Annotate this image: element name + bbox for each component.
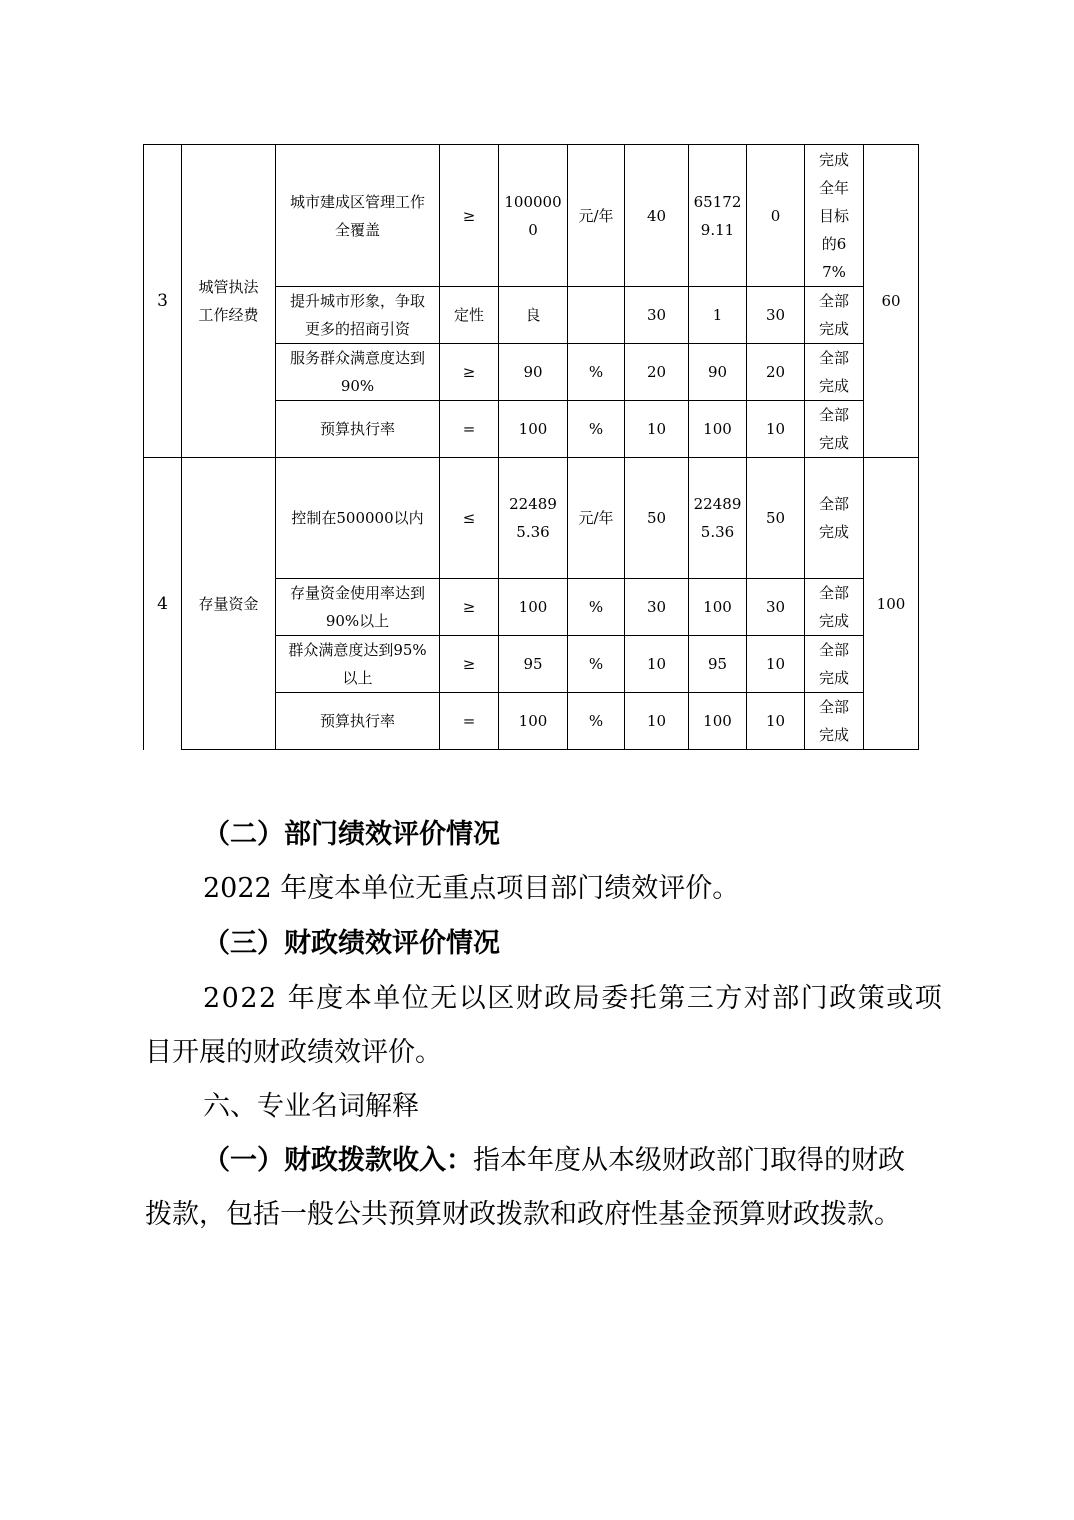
unit: % (568, 344, 625, 401)
term1-text-line1: 指本年度从本级财政部门取得的财政 (473, 1145, 905, 1176)
remark: 全部完成 (805, 693, 864, 750)
remark: 全部完成 (805, 287, 864, 344)
unit: % (568, 636, 625, 693)
actual-value: 100 (689, 401, 747, 458)
table-row (144, 458, 919, 579)
indicator: 存量资金使用率达到90%以上 (276, 579, 440, 636)
operator: = (440, 401, 499, 458)
operator: ≥ (440, 636, 499, 693)
actual-value: 100 (689, 579, 747, 636)
group-name: 城管执法工作经费 (182, 145, 276, 458)
operator: ≥ (440, 579, 499, 636)
actual-value: 224895.36 (689, 458, 747, 579)
indicator: 预算执行率 (276, 693, 440, 750)
target-value: 100 (499, 579, 568, 636)
actual-value: 1 (689, 287, 747, 344)
target-value: 良 (499, 287, 568, 344)
target-value: 90 (499, 344, 568, 401)
group-name: 存量资金 (182, 458, 276, 750)
actual-value: 651729.11 (689, 145, 747, 287)
weight: 30 (625, 579, 689, 636)
unit (568, 287, 625, 344)
remark: 全部完成 (805, 458, 864, 579)
operator: ≥ (440, 145, 499, 287)
fin-eval-text-line1: 2022 年度本单位无以区财政局委托第三方对部门政策或项 (203, 983, 944, 1014)
weight: 20 (625, 344, 689, 401)
indicator: 控制在500000以内 (276, 458, 440, 579)
indicator: 城市建成区管理工作全覆盖 (276, 145, 440, 287)
weight: 10 (625, 401, 689, 458)
group-number: 3 (144, 145, 182, 458)
actual-value: 100 (689, 693, 747, 750)
terms-heading: 六、专业名词解释 (203, 1091, 419, 1122)
fin-eval-heading: （三）财政绩效评价情况 (203, 928, 500, 959)
target-value: 95 (499, 636, 568, 693)
unit: % (568, 579, 625, 636)
weight: 40 (625, 145, 689, 287)
weight: 50 (625, 458, 689, 579)
performance-table (143, 144, 919, 750)
dept-eval-heading: （二）部门绩效评价情况 (203, 819, 500, 850)
weight: 10 (625, 636, 689, 693)
term1-text-line2: 拨款，包括一般公共预算财政拨款和政府性基金预算财政拨款。 (145, 1199, 901, 1230)
actual-value: 90 (689, 344, 747, 401)
group-number: 4 (144, 458, 182, 750)
target-value: 100 (499, 401, 568, 458)
unit: 元/年 (568, 145, 625, 287)
target-value: 100 (499, 693, 568, 750)
weight: 30 (625, 287, 689, 344)
actual-value: 95 (689, 636, 747, 693)
unit: % (568, 401, 625, 458)
remark: 全部完成 (805, 344, 864, 401)
remark: 全部完成 (805, 636, 864, 693)
operator: 定性 (440, 287, 499, 344)
target-value: 224895.36 (499, 458, 568, 579)
score-got: 0 (747, 145, 805, 287)
remark: 完成全年目标的67% (805, 145, 864, 287)
dept-eval-text: 2022 年度本单位无重点项目部门绩效评价。 (203, 873, 740, 904)
score-got: 50 (747, 458, 805, 579)
operator: ≤ (440, 458, 499, 579)
unit: 元/年 (568, 458, 625, 579)
term1-paragraph (203, 1143, 905, 1179)
group-score: 100 (864, 458, 919, 750)
term1-label: （一）财政拨款收入： (203, 1145, 473, 1176)
indicator: 提升城市形象，争取更多的招商引资 (276, 287, 440, 344)
fin-eval-text-line2: 目开展的财政绩效评价。 (145, 1037, 442, 1068)
indicator: 群众满意度达到95%以上 (276, 636, 440, 693)
table-row (144, 145, 919, 287)
target-value: 1000000 (499, 145, 568, 287)
group-score: 60 (864, 145, 919, 458)
score-got: 20 (747, 344, 805, 401)
score-got: 10 (747, 693, 805, 750)
operator: ≥ (440, 344, 499, 401)
operator: = (440, 693, 499, 750)
weight: 10 (625, 693, 689, 750)
score-got: 10 (747, 636, 805, 693)
indicator: 预算执行率 (276, 401, 440, 458)
score-got: 10 (747, 401, 805, 458)
score-got: 30 (747, 579, 805, 636)
indicator: 服务群众满意度达到90% (276, 344, 440, 401)
remark: 全部完成 (805, 401, 864, 458)
score-got: 30 (747, 287, 805, 344)
unit: % (568, 693, 625, 750)
remark: 全部完成 (805, 579, 864, 636)
